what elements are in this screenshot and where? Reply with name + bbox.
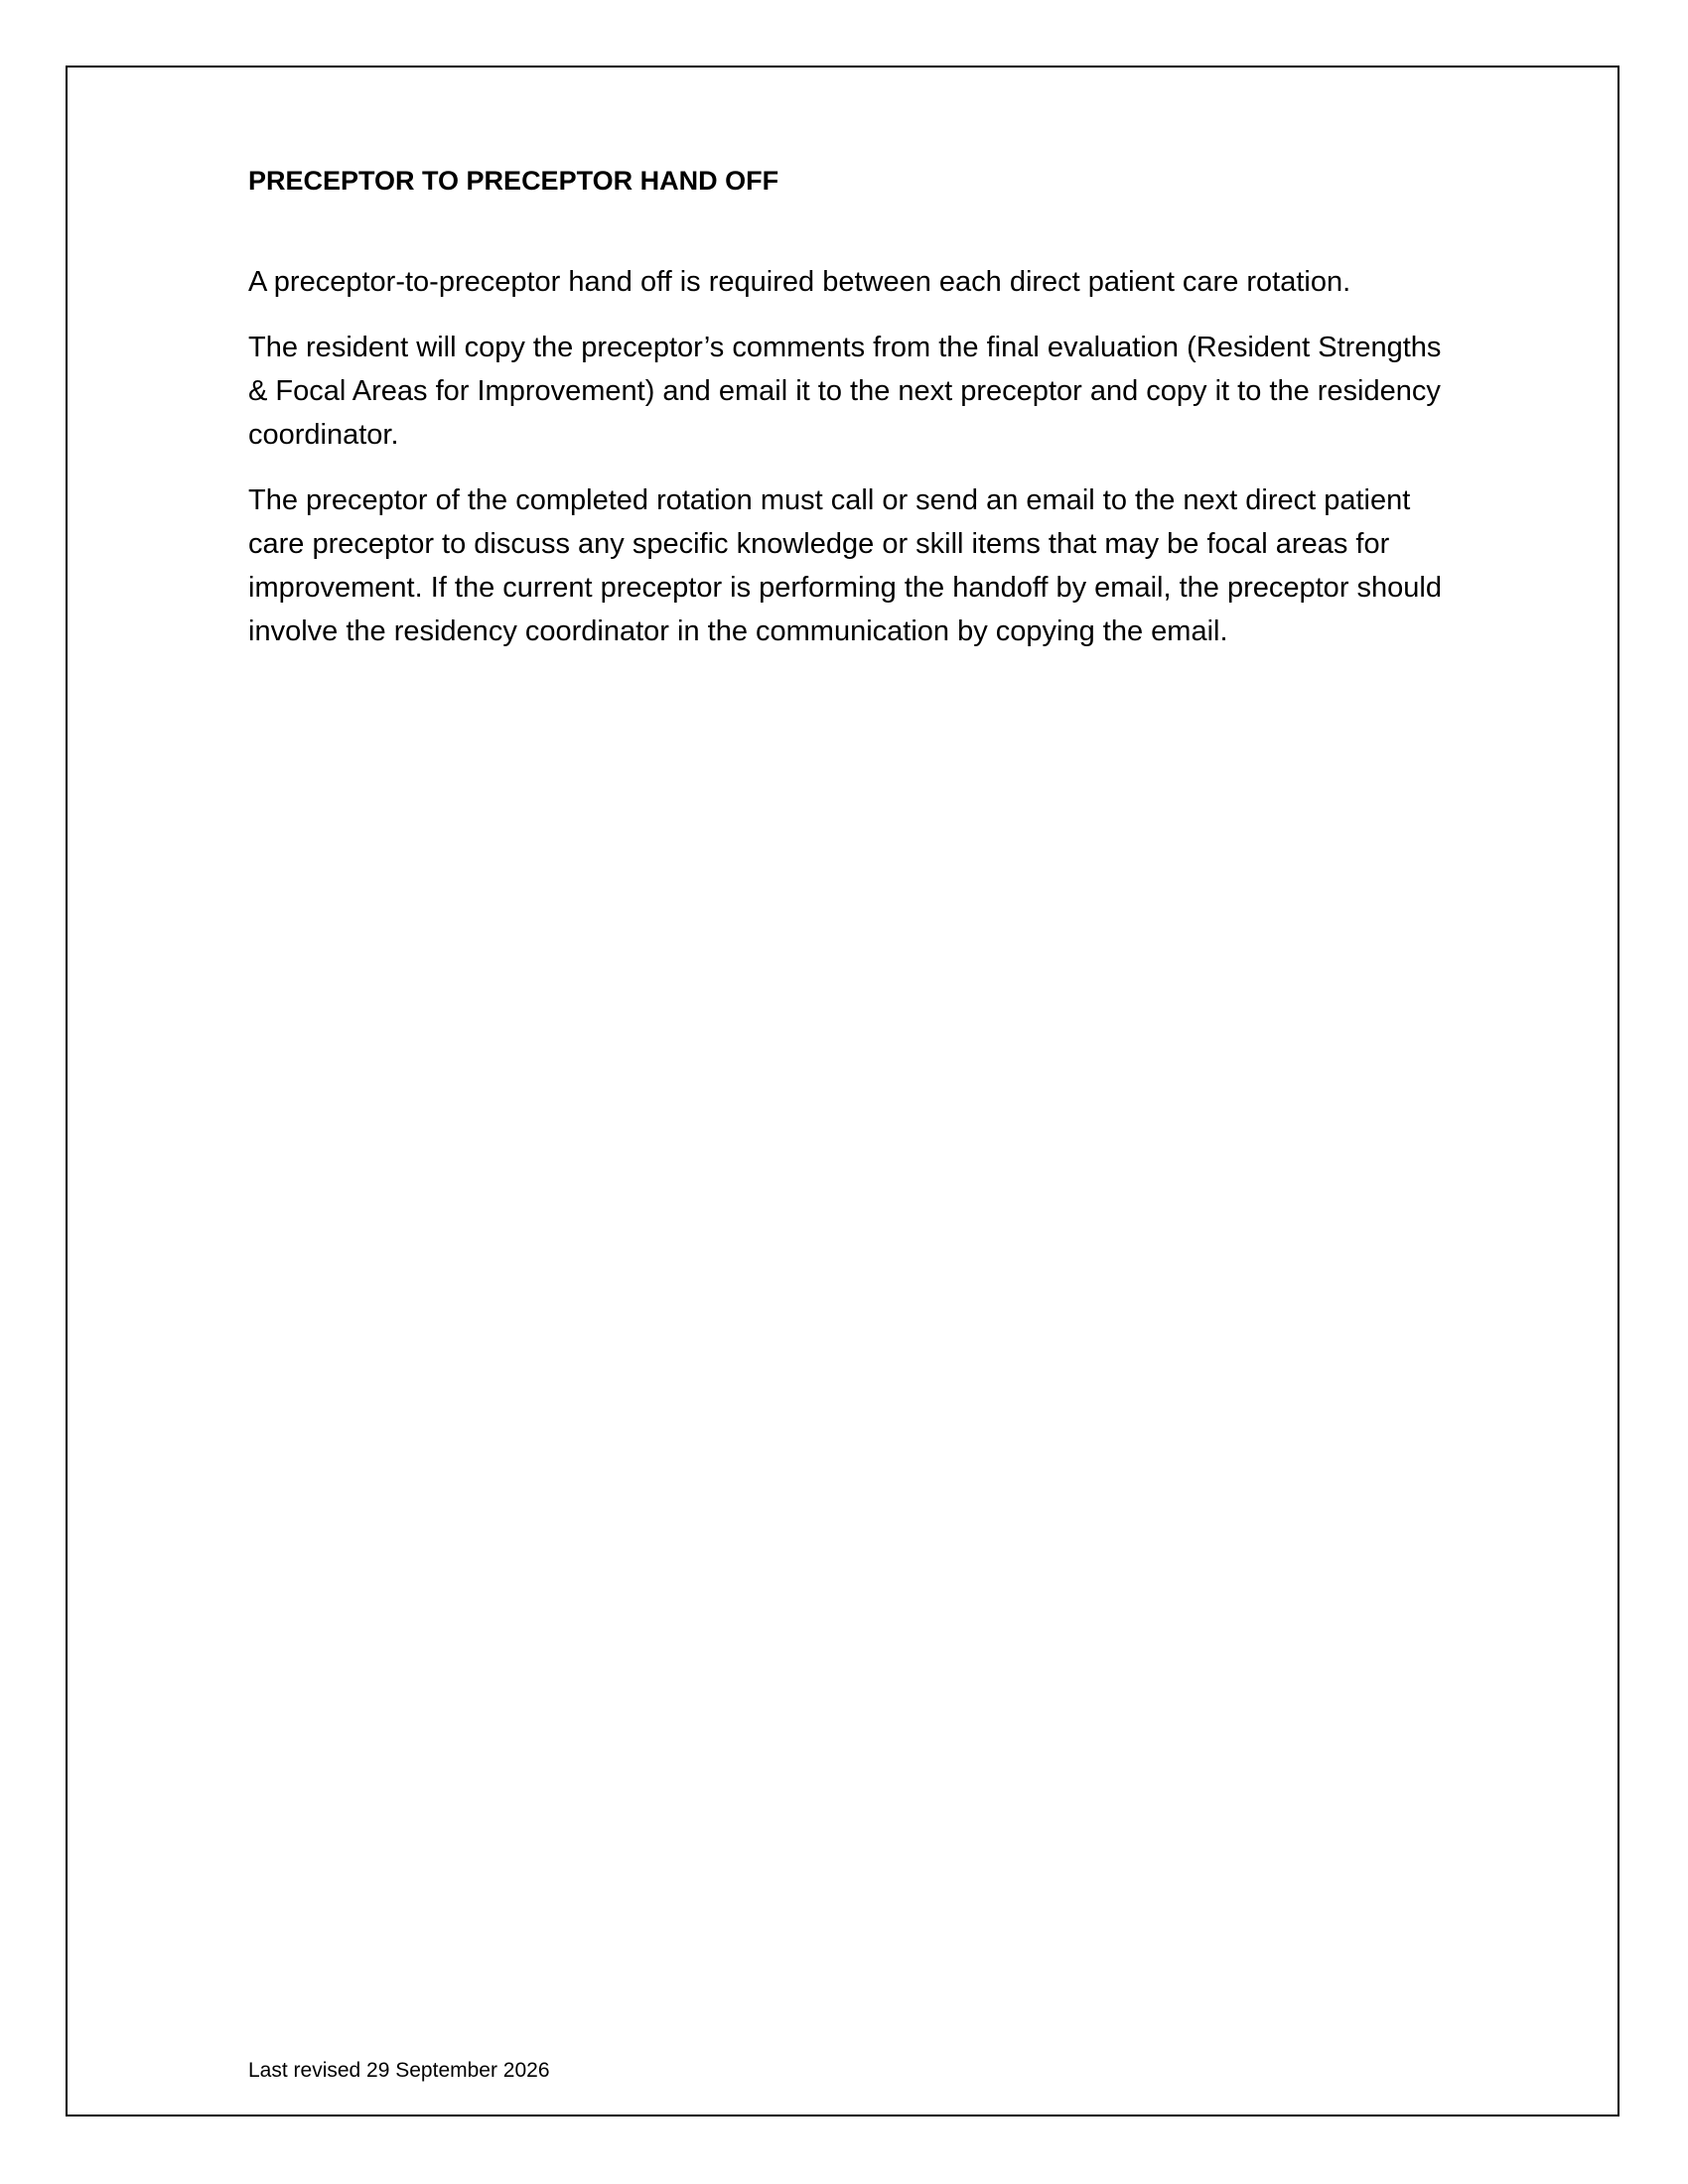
document-body [248,159,1450,653]
paragraph-preceptor-communication: The preceptor of the completed rotation must call or send an email to the next direct patient care preceptor to discuss any specific knowledge or skill items that may be focal areas for improvement. If the current preceptor is performing the handoff by email, the preceptor should involve the residency coordinator in the communication by copying the email. [248,484,1442,647]
document-title: PRECEPTOR TO PRECEPTOR HAND OFF [248,166,779,196]
revision-footer: Last revised 29 September 2026 [248,2059,550,2082]
paragraph-handoff-requirement: A preceptor-to-preceptor hand off is required between each direct patient care rotation. [248,266,1351,298]
paragraph-resident-email: The resident will copy the preceptor’s comments from the final evaluation (Resident Strengths & Focal Areas for Improvement) and email it to the next preceptor and copy it to the residency coordinator. [248,332,1442,451]
